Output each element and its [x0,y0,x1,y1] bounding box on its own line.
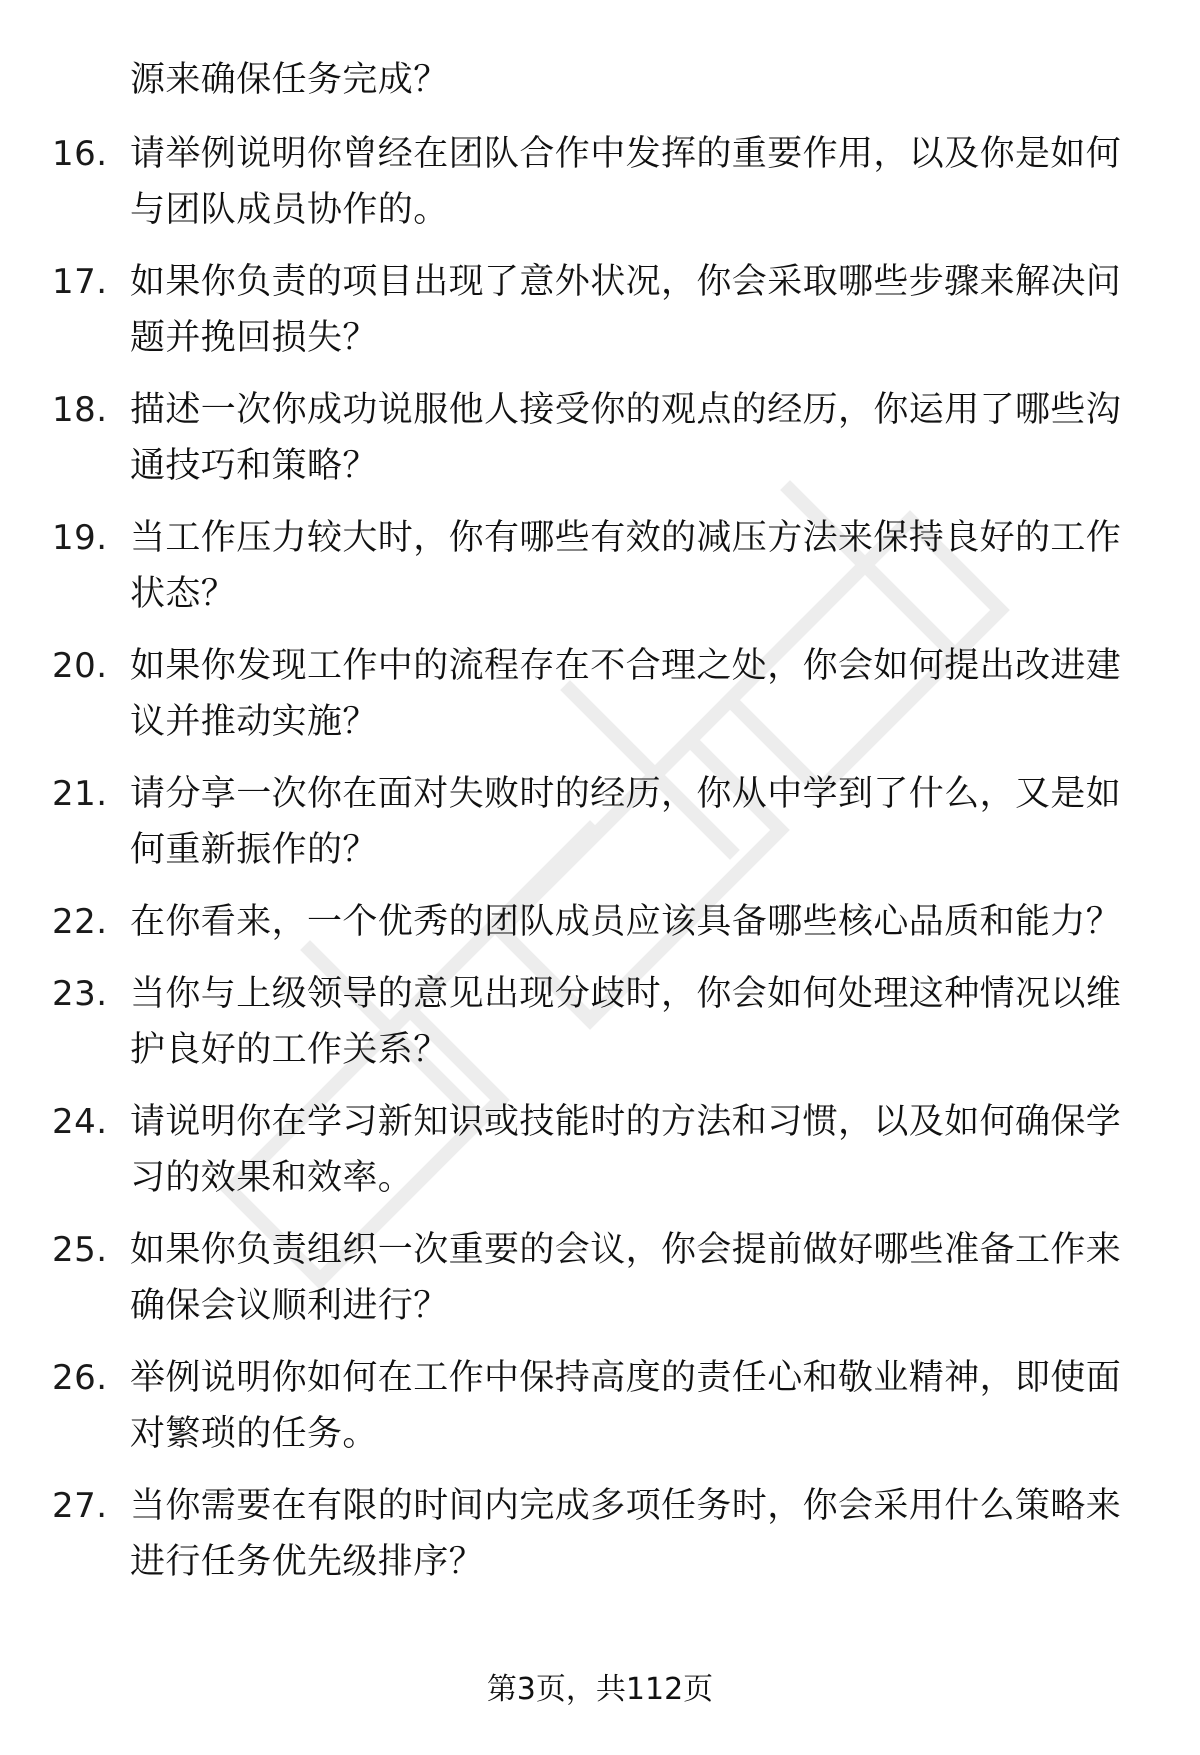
question-text: 请举例说明你曾经在团队合作中发挥的重要作用，以及你是如何与团队成员协作的。 [130,134,1122,230]
question-number: 24. [52,1102,108,1142]
question-text: 描述一次你成功说服他人接受你的观点的经历，你运用了哪些沟通技巧和策略？ [130,390,1122,486]
question-number: 25. [52,1230,108,1270]
question-text: 当你与上级领导的意见出现分歧时，你会如何处理这种情况以维护良好的工作关系？ [130,974,1122,1070]
question-number: 27. [52,1486,108,1526]
question-text: 在你看来，一个优秀的团队成员应该具备哪些核心品质和能力？ [130,902,1122,942]
question-number: 21. [52,774,108,814]
question-number: 23. [52,974,108,1014]
question-text: 如果你负责组织一次重要的会议，你会提前做好哪些准备工作来确保会议顺利进行？ [130,1230,1122,1326]
question-number: 26. [52,1358,108,1398]
question-number: 19. [52,518,108,558]
question-text: 当你需要在有限的时间内完成多项任务时，你会采用什么策略来进行任务优先级排序？ [130,1486,1122,1582]
page-indicator: 第3页，共112页 [486,1672,714,1707]
continuation-text: 源来确保任务完成？ [130,60,449,100]
question-number: 22. [52,902,108,942]
question-text: 请说明你在学习新知识或技能时的方法和习惯，以及如何确保学习的效果和效率。 [130,1102,1122,1198]
question-text: 如果你发现工作中的流程存在不合理之处，你会如何提出改进建议并推动实施？ [130,646,1122,742]
question-number: 16. [52,134,108,174]
question-text: 如果你负责的项目出现了意外状况，你会采取哪些步骤来解决问题并挽回损失？ [130,262,1122,358]
question-number: 20. [52,646,108,686]
question-text: 举例说明你如何在工作中保持高度的责任心和敬业精神，即使面对繁琐的任务。 [130,1358,1122,1454]
question-number: 18. [52,390,108,430]
question-text: 请分享一次你在面对失败时的经历，你从中学到了什么，又是如何重新振作的？ [130,774,1122,870]
question-text: 当工作压力较大时，你有哪些有效的减压方法来保持良好的工作状态？ [130,518,1122,614]
question-number: 17. [52,262,108,302]
